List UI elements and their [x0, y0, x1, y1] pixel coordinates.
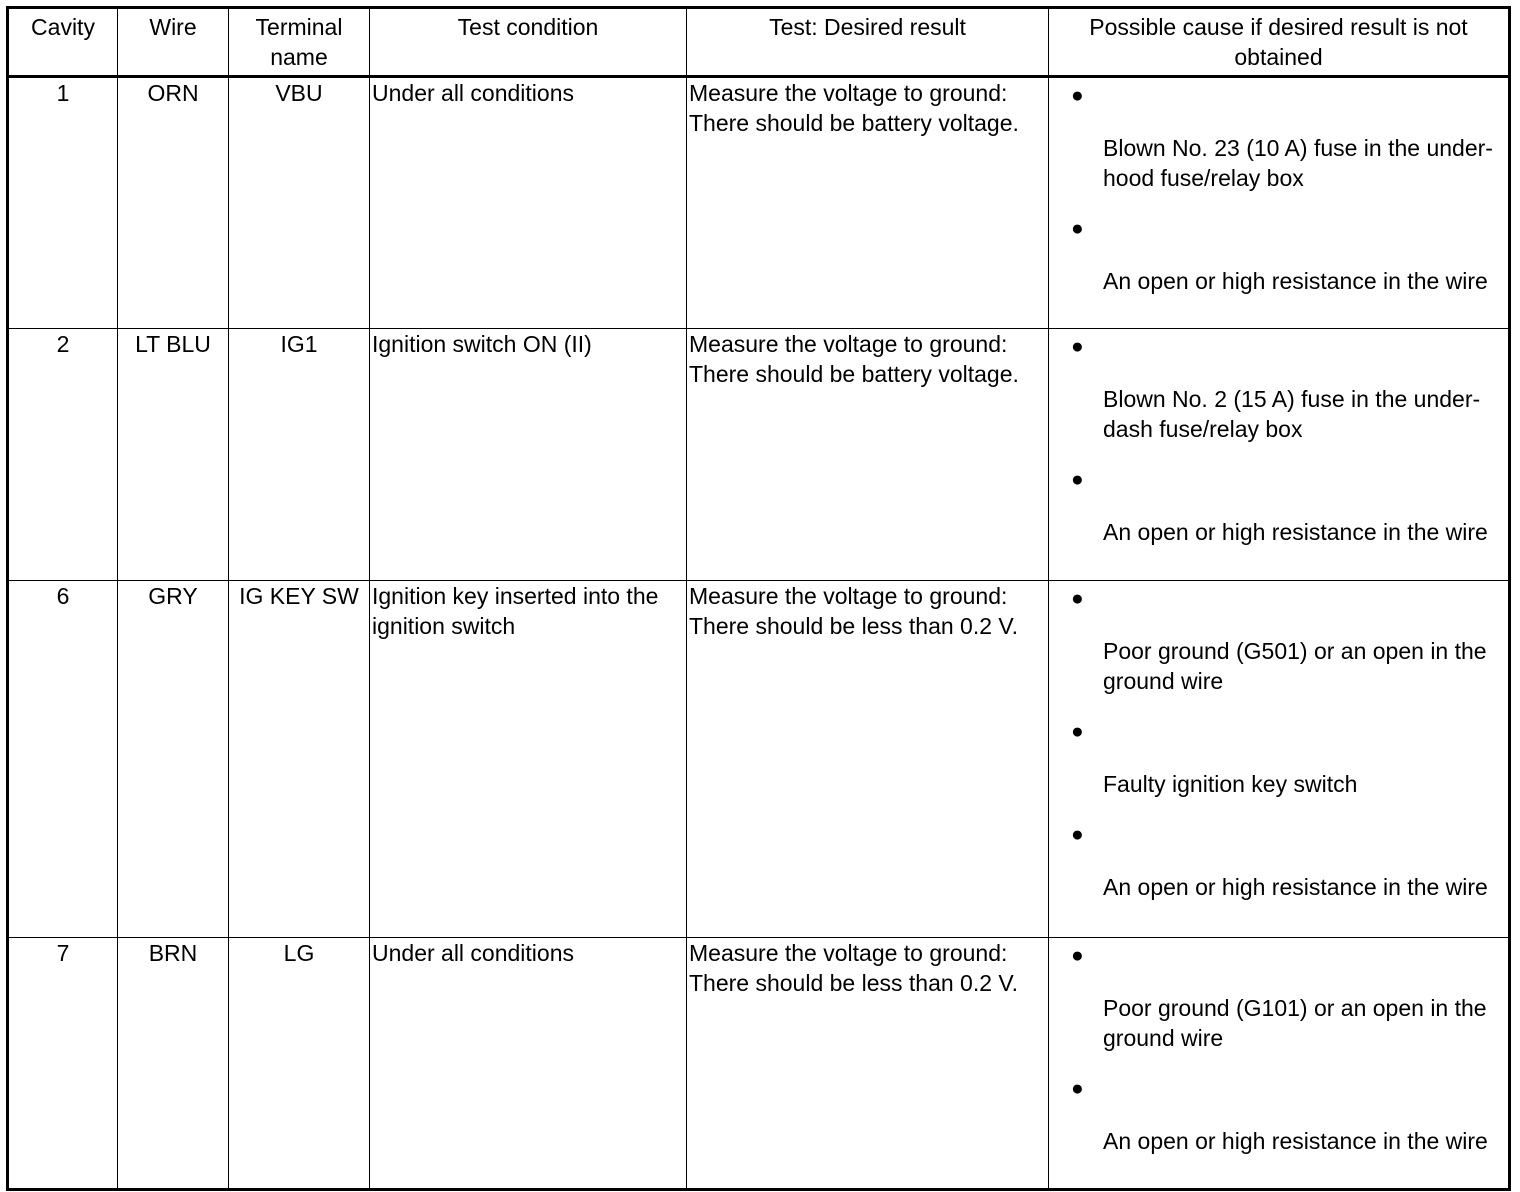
cause-item — [1051, 584, 1506, 696]
header-test-condition: Test condition — [370, 8, 687, 77]
condition-cell: Under all conditions — [370, 77, 687, 329]
cause-item — [1051, 465, 1506, 547]
wire-cell: ORN — [118, 77, 229, 329]
terminal-cell: IG KEY SW — [229, 581, 370, 938]
table-row — [8, 581, 1510, 938]
diagnostic-table — [6, 6, 1511, 1191]
cavity-cell: 6 — [8, 581, 118, 938]
cause-text: An open or high resistance in the wire — [1103, 519, 1488, 545]
cause-item — [1051, 941, 1506, 1053]
causes-cell — [1049, 77, 1510, 329]
header-desired-result: Test: Desired result — [687, 8, 1049, 77]
cause-text: Blown No. 2 (15 A) fuse in the under-dash fuse/relay box — [1103, 386, 1481, 442]
result-cell: Measure the voltage to ground: There should be less than 0.2 V. — [687, 581, 1049, 938]
bullet-icon: ● — [1071, 823, 1084, 846]
table-row — [8, 329, 1510, 581]
cause-item — [1051, 81, 1506, 193]
header-cavity: Cavity — [8, 8, 118, 77]
bullet-icon: ● — [1071, 720, 1084, 743]
cause-text: Faulty ignition key switch — [1103, 771, 1358, 797]
cause-list — [1051, 81, 1506, 296]
bullet-icon: ● — [1071, 1077, 1084, 1100]
header-possible-cause: Possible cause if desired result is not obtained — [1049, 8, 1510, 77]
cause-item — [1051, 820, 1506, 902]
cause-list — [1051, 332, 1506, 547]
bullet-icon: ● — [1071, 335, 1084, 358]
cause-item — [1051, 717, 1506, 799]
cause-item — [1051, 332, 1506, 444]
causes-cell — [1049, 938, 1510, 1190]
terminal-cell: VBU — [229, 77, 370, 329]
cause-list — [1051, 584, 1506, 902]
cause-item — [1051, 1074, 1506, 1156]
condition-cell: Ignition key inserted into the ignition switch — [370, 581, 687, 938]
cause-text: An open or high resistance in the wire — [1103, 1128, 1488, 1154]
cause-text: Blown No. 23 (10 A) fuse in the under-hood fuse/relay box — [1103, 135, 1493, 191]
bullet-icon: ● — [1071, 217, 1084, 240]
wire-cell: LT BLU — [118, 329, 229, 581]
cause-list — [1051, 941, 1506, 1156]
result-cell: Measure the voltage to ground: There should be battery voltage. — [687, 329, 1049, 581]
header-row — [8, 8, 1510, 77]
header-terminal-name: Terminal name — [229, 8, 370, 77]
cause-text: An open or high resistance in the wire — [1103, 874, 1488, 900]
condition-cell: Ignition switch ON (II) — [370, 329, 687, 581]
wire-cell: GRY — [118, 581, 229, 938]
bullet-icon: ● — [1071, 944, 1084, 967]
result-cell: Measure the voltage to ground: There should be less than 0.2 V. — [687, 938, 1049, 1190]
cause-text: An open or high resistance in the wire — [1103, 268, 1488, 294]
causes-cell — [1049, 329, 1510, 581]
bullet-icon: ● — [1071, 587, 1084, 610]
bullet-icon: ● — [1071, 468, 1084, 491]
cause-item — [1051, 214, 1506, 296]
table-row — [8, 77, 1510, 329]
cavity-cell: 2 — [8, 329, 118, 581]
wire-cell: BRN — [118, 938, 229, 1190]
header-wire: Wire — [118, 8, 229, 77]
cause-text: Poor ground (G101) or an open in the ground wire — [1103, 995, 1487, 1051]
terminal-cell: IG1 — [229, 329, 370, 581]
result-cell: Measure the voltage to ground: There should be battery voltage. — [687, 77, 1049, 329]
terminal-cell: LG — [229, 938, 370, 1190]
cavity-cell: 1 — [8, 77, 118, 329]
table-body — [8, 77, 1510, 1190]
table-row — [8, 938, 1510, 1190]
cavity-cell: 7 — [8, 938, 118, 1190]
table-header — [8, 8, 1510, 77]
condition-cell: Under all conditions — [370, 938, 687, 1190]
cause-text: Poor ground (G501) or an open in the ground wire — [1103, 638, 1487, 694]
bullet-icon: ● — [1071, 84, 1084, 107]
causes-cell — [1049, 581, 1510, 938]
